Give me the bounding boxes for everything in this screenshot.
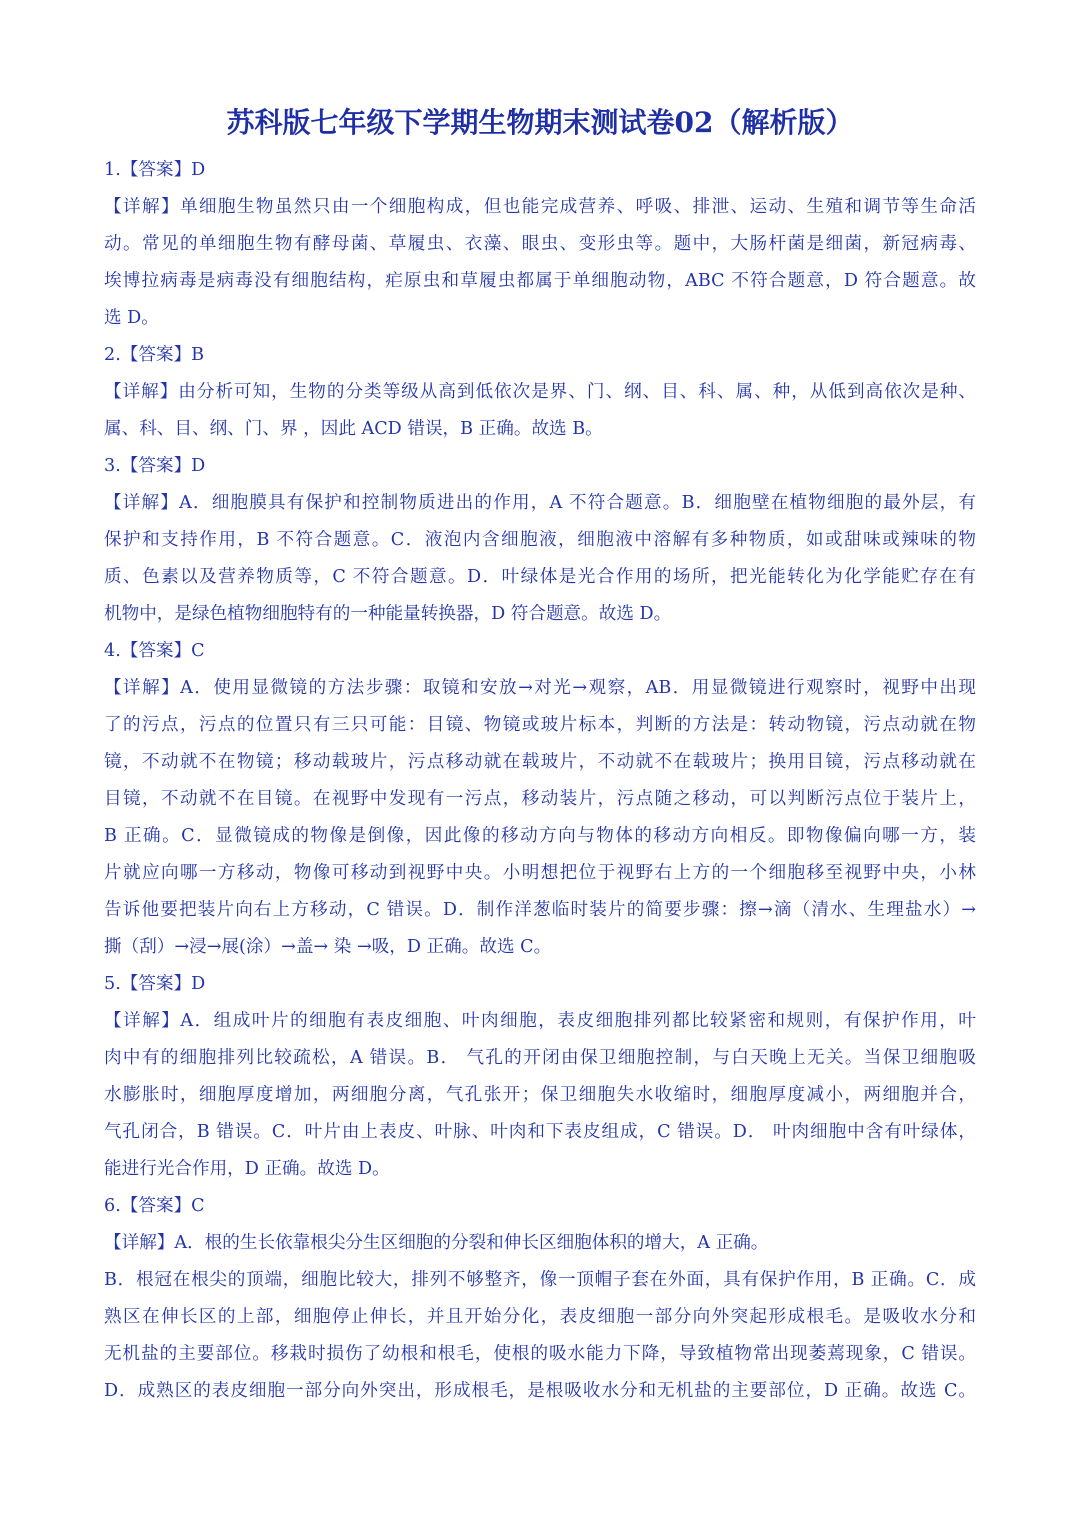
text-line: 撕（刮）→浸→展(涂）→盖→ 染 →吸，D 正确。故选 C。 bbox=[104, 937, 552, 957]
text-line: 3.【答案】D bbox=[104, 456, 206, 476]
text-line: 目镜，不动就不在目镜。在视野中发现有一污点，移动装片，污点随之移动，可以判断污点位于装片上， bbox=[104, 789, 976, 809]
text-line: B 正确。C．显微镜成的物像是倒像，因此像的移动方向与物体的移动方向相反。即物像偏向哪一方，装 bbox=[104, 826, 976, 846]
text-line: 【详解】A．根的生长依靠根尖分生区细胞的分裂和伸长区细胞体积的增大，A 正确。 bbox=[104, 1233, 769, 1253]
text-line: 2.【答案】B bbox=[104, 345, 205, 365]
text-line: 1.【答案】D bbox=[104, 160, 206, 180]
text-line: 4.【答案】C bbox=[104, 641, 205, 661]
text-line: 【详解】由分析可知，生物的分类等级从高到低依次是界、门、纲、目、科、属、种，从低到高依次是种、 bbox=[104, 382, 976, 402]
text-line: 【详解】A．细胞膜具有保护和控制物质进出的作用，A 不符合题意。B．细胞壁在植物细胞的最外层，有 bbox=[104, 493, 976, 513]
text-line: 了的污点，污点的位置只有三只可能：目镜、物镜或玻片标本，判断的方法是：转动物镜，污点动就在物 bbox=[104, 715, 976, 735]
text-line: 机物中，是绿色植物细胞特有的一种能量转换器，D 符合题意。故选 D。 bbox=[104, 604, 672, 624]
text-line: 【详解】单细胞生物虽然只由一个细胞构成，但也能完成营养、呼吸、排泄、运动、生殖和调节等生命活 bbox=[104, 197, 976, 217]
text-line: 质、色素以及营养物质等，C 不符合题意。D．叶绿体是光合作用的场所，把光能转化为化学能贮存在有 bbox=[104, 567, 976, 587]
text-line: 属、科、目、纲、门、界 ，因此 ACD 错误，B 正确。故选 B。 bbox=[104, 419, 603, 439]
text-line: 6.【答案】C bbox=[104, 1196, 205, 1216]
text-line: 无机盐的主要部位。移栽时损伤了幼根和根毛，使根的吸水能力下降，导致植物常出现萎蔫现象，C 错误。 bbox=[104, 1344, 976, 1364]
text-line: 气孔闭合，B 错误。C．叶片由上表皮、叶脉、叶肉和下表皮组成，C 错误。D． 叶肉细胞中含有叶绿体， bbox=[104, 1122, 976, 1142]
text-line: B．根冠在根尖的顶端，细胞比较大，排列不够整齐，像一顶帽子套在外面，具有保护作用，B 正确。C．成 bbox=[104, 1270, 976, 1290]
text-line: 埃博拉病毒是病毒没有细胞结构，疟原虫和草履虫都属于单细胞动物，ABC 不符合题意，D 符合题意。故 bbox=[104, 271, 976, 291]
text-line: 熟区在伸长区的上部，细胞停止伸长，并且开始分化，表皮细胞一部分向外突起形成根毛。是吸收水分和 bbox=[104, 1307, 976, 1327]
document-title: 苏科版七年级下学期生物期末测试卷02（解析版） bbox=[226, 106, 854, 139]
text-line: 镜，不动就不在物镜；移动载玻片，污点移动就在载玻片，不动就不在载玻片；换用目镜，污点移动就在 bbox=[104, 752, 976, 772]
text-line: D．成熟区的表皮细胞一部分向外突出，形成根毛，是根吸收水分和无机盐的主要部位，D 正确。故选 C。 bbox=[104, 1381, 976, 1401]
text-line: 【详解】A．使用显微镜的方法步骤：取镜和安放→对光→观察，AB．用显微镜进行观察时，视野中出现 bbox=[104, 678, 976, 698]
text-line: 水膨胀时，细胞厚度增加，两细胞分离，气孔张开；保卫细胞失水收缩时，细胞厚度减小，两细胞并合， bbox=[104, 1085, 976, 1105]
text-line: 动。常见的单细胞生物有酵母菌、草履虫、衣藻、眼虫、变形虫等。题中，大肠杆菌是细菌，新冠病毒、 bbox=[104, 234, 976, 254]
text-line: 告诉他要把装片向右上方移动，C 错误。D．制作洋葱临时装片的简要步骤：擦→滴（清水、生理盐水）→ bbox=[104, 900, 976, 920]
text-line: 保护和支持作用，B 不符合题意。C．液泡内含细胞液，细胞液中溶解有多种物质，如或甜味或辣味的物 bbox=[104, 530, 976, 550]
text-line: 【详解】A．组成叶片的细胞有表皮细胞、叶肉细胞，表皮细胞排列都比较紧密和规则，有保护作用，叶 bbox=[104, 1011, 976, 1031]
text-line: 肉中有的细胞排列比较疏松，A 错误。B． 气孔的开闭由保卫细胞控制，与白天晚上无关。当保卫细胞吸 bbox=[104, 1048, 976, 1068]
text-line: 能进行光合作用，D 正确。故选 D。 bbox=[104, 1159, 390, 1179]
document-body bbox=[104, 152, 976, 1410]
text-line: 5.【答案】D bbox=[104, 974, 206, 994]
text-line: 选 D。 bbox=[104, 308, 159, 328]
text-line: 片就应向哪一方移动，物像可移动到视野中央。小明想把位于视野右上方的一个细胞移至视野中央，小林 bbox=[104, 863, 976, 883]
